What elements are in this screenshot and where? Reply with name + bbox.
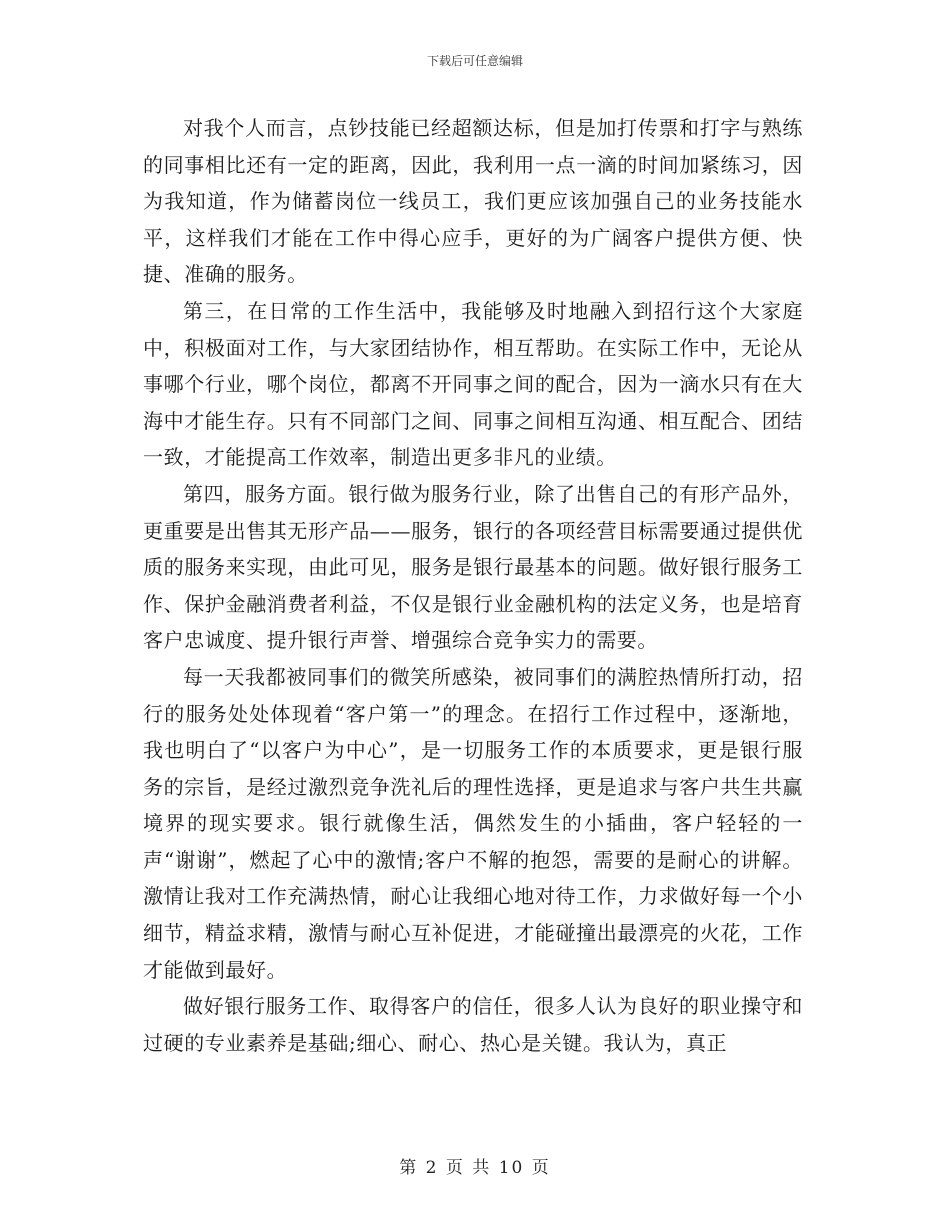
paragraph-2: 第三，在日常的工作生活中，我能够及时地融入到招行这个大家庭中，积极面对工作，与大家团结协作，相互帮助。在实际工作中，无论从事哪个行业，哪个岗位，都离不开同事之间的配合，因为一滴水只有在大海中才能生存。只有不同部门之间、同事之间相互沟通、相互配合、团结一致，才能提高工作效率，制造出更多非凡的业绩。 — [143, 298, 803, 470]
paragraph-1: 对我个人而言，点钞技能已经超额达标，但是加打传票和打字与熟练的同事相比还有一定的距离，因此，我利用一点一滴的时间加紧练习，因为我知道，作为储蓄岗位一线员工，我们更应该加强自己的业务技能水平，这样我们才能在工作中得心应手，更好的为广阔客户提供方便、快捷、准确的服务。 — [143, 116, 803, 287]
page-footer: 第 2 页 共 10 页 — [399, 1158, 551, 1178]
paragraph-4: 每一天我都被同事们的微笑所感染，被同事们的满腔热情所打动，招行的服务处处体现着“客户第一”的理念。在招行工作过程中，逐渐地，我也明白了“以客户为中心”，是一切服务工作的本质要求，更是银行服务的宗旨，是经过激烈竞争洗礼后的理性选择，更是追求与客户共生共赢境界的现实要求。银行就像生活，偶然发生的小插曲，客户轻轻的一声“谢谢”，燃起了心中的激情;客户不解的抱怨，需要的是耐心的讲解。激情让我对工作充满热情，耐心让我细心地对待工作，力求做好每一个小细节，精益求精，激情与耐心互补促进，才能碰撞出最漂亮的火花，工作才能做到最好。 — [143, 664, 803, 982]
page-header: 下载后可任意编辑 — [426, 54, 523, 68]
document-body — [143, 110, 803, 1061]
paragraph-3: 第四，服务方面。银行做为服务行业，除了出售自己的有形产品外，更重要是出售其无形产品——服务，银行的各项经营目标需要通过提供优质的服务来实现，由此可见，服务是银行最基本的问题。做好银行服务工作、保护金融消费者利益，不仅是银行业金融机构的法定义务，也是培育客户忠诚度、提升银行声誉、增强综合竞争实力的需要。 — [143, 481, 803, 653]
paragraph-5: 做好银行服务工作、取得客户的信任，很多人认为良好的职业操守和过硬的专业素养是基础;细心、耐心、热心是关键。我认为，真正 — [143, 994, 803, 1055]
